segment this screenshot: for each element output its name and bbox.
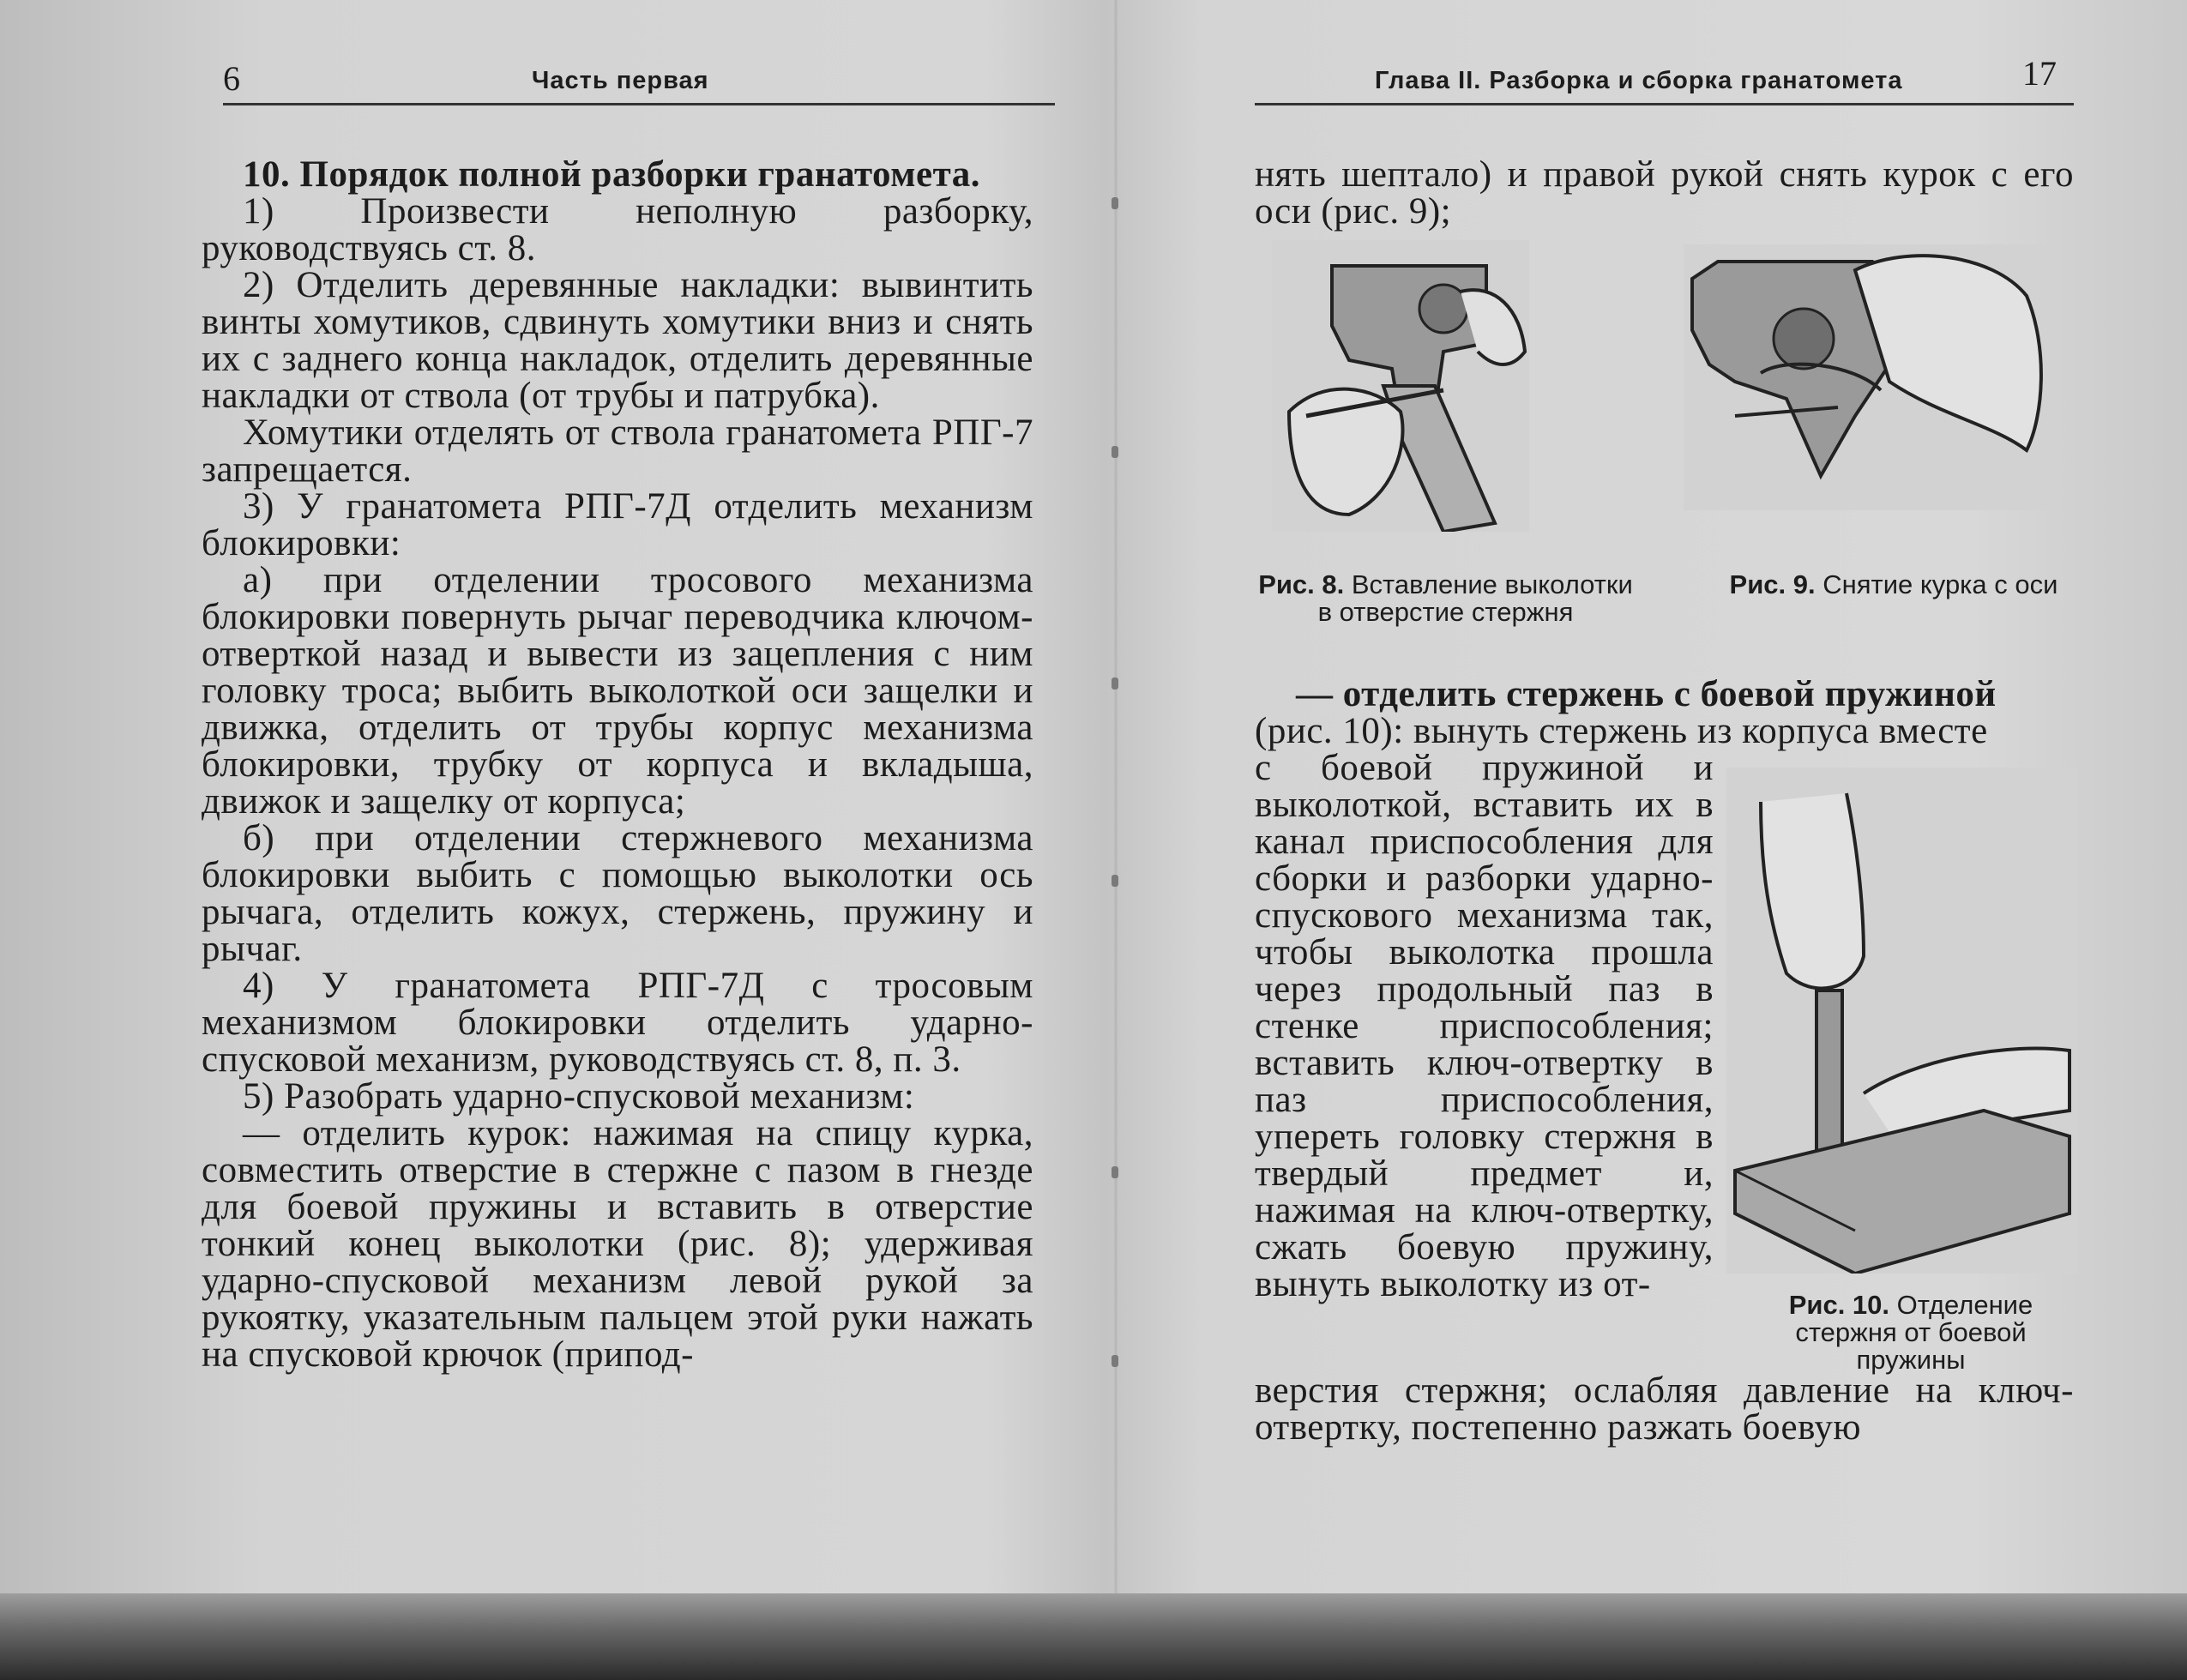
right-page-header: [1255, 51, 2074, 105]
section-heading: 10. Порядок полной разборки гранатомета.: [243, 154, 980, 195]
figure-10-illustration: [1726, 768, 2078, 1274]
paragraph: с боевой пружиной и выколоткой, вставить их в канал приспособления для сборки и разборки ударно-спускового механизма так, чтобы выколотка прошла через продольный паз в стенке приспособления; вставить ключ-отвертку в паз приспособления, упереть головку стержня в твердый предмет и, нажимая на ключ-отвертку, сжать боевую пружину, вынуть выколотку из от-: [1255, 748, 1714, 1304]
binding-stitch: [1112, 1355, 1118, 1367]
hammer-removal-drawing: [1684, 244, 2048, 510]
paragraph: 2) Отделить деревянные накладки: вывинтить винты хомутиков, сдвинуть хомутики вниз и снять их с заднего конца накладок, отделить деревянные накладки от ствола (от трубы и патрубка).: [202, 265, 1033, 416]
book-fold: [1113, 0, 1118, 1625]
figure-9-caption: [1714, 571, 2074, 599]
paragraph-heading: — отделить стержень с боевой пружиной: [1296, 674, 1997, 714]
paragraph: а) при отделении тросового механизма блокировки повернуть рычаг переводчика ключом-отверткой назад и вывести из зацепления с ним головку троса; выбить выколоткой оси защелки и движка, отделить от трубы корпус механизма блокировки, трубку от корпуса и вкладыша, движок и защелку от корпуса;: [202, 560, 1033, 822]
binding-stitch: [1112, 677, 1118, 689]
figure-8-caption-text: Вставление выколотки в отверстие стержня: [1317, 569, 1633, 627]
book-bottom-edge: [0, 1593, 2187, 1680]
figure-9-caption-text: Снятие курка с оси: [1822, 569, 2058, 599]
figure-8-label: Рис. 8.: [1258, 569, 1345, 599]
right-page: [1255, 51, 2074, 1448]
paragraph: 5) Разобрать ударно-спусковой механизм:: [243, 1076, 915, 1117]
figure-10-label: Рис. 10.: [1788, 1290, 1890, 1320]
paragraph: 3) У гранатомета РПГ-7Д отделить механизм блокировки:: [202, 486, 1033, 563]
binding-stitch: [1112, 1166, 1118, 1178]
figure-9-label: Рис. 9.: [1729, 569, 1816, 599]
right-top-text: [1255, 156, 2074, 230]
paragraph: б) при отделении стержневого механизма блокировки выбить с помощью выколотки ось рычага, отделить кожух, стержень, пружину и рычаг.: [202, 818, 1033, 969]
left-page-body: [202, 156, 1033, 1373]
figure-8-caption: [1255, 571, 1636, 626]
paragraph: — отделить курок: нажимая на спицу курка, совместить отверстие в стержне с пазом в гнезде для боевой пружины и вставить в отверстие тонкий конец выколотки (рис. 8); удерживая ударно-спусковой механизм левой рукой за рукоятку, указательным пальцем этой руки нажать на спусковой крючок (припод-: [202, 1113, 1033, 1375]
left-page: [202, 51, 1033, 1375]
figure-10-caption-text: Отделение стержня от боевой пружины: [1795, 1290, 2033, 1375]
left-page-number: 6: [223, 59, 240, 98]
right-page-number: 17: [2022, 54, 2057, 93]
binding-stitch: [1112, 875, 1118, 887]
binding-stitch: [1112, 446, 1118, 458]
binding-stitch: [1112, 197, 1118, 209]
paragraph: (рис. 10): вынуть стержень из корпуса вместе: [1255, 711, 1988, 751]
paragraph: верстия стержня; ослабляя давление на ключ-отвертку, постепенно разжать боевую: [1255, 1370, 2074, 1448]
left-page-header: [223, 51, 1055, 105]
figure-9-illustration: [1684, 244, 2048, 510]
spring-separation-drawing: [1726, 768, 2078, 1274]
right-narrow-text: [1255, 750, 1714, 1303]
paragraph: 1) Произвести неполную разборку, руководствуясь ст. 8.: [202, 191, 1033, 268]
right-lower-text: [1255, 676, 2074, 750]
right-bottom-text: [1255, 1372, 2074, 1446]
right-running-head: Глава II. Разборка и сборка гранатомета: [1375, 67, 1903, 94]
paragraph: нять шептало) и правой рукой снять курок с его оси (рис. 9);: [1255, 154, 2074, 232]
left-running-head: Часть первая: [532, 67, 709, 94]
figure-8-illustration: [1272, 240, 1529, 532]
figure-10-caption: [1744, 1292, 2078, 1374]
paragraph: Хомутики отделять от ствола гранатомета РПГ-7 запрещается.: [202, 412, 1033, 490]
paragraph: 4) У гранатомета РПГ-7Д с тросовым механизмом блокировки отделить ударно-спусковой механизм, руководствуясь ст. 8, п. 3.: [202, 966, 1033, 1080]
trigger-mechanism-drawing: [1272, 240, 1529, 532]
